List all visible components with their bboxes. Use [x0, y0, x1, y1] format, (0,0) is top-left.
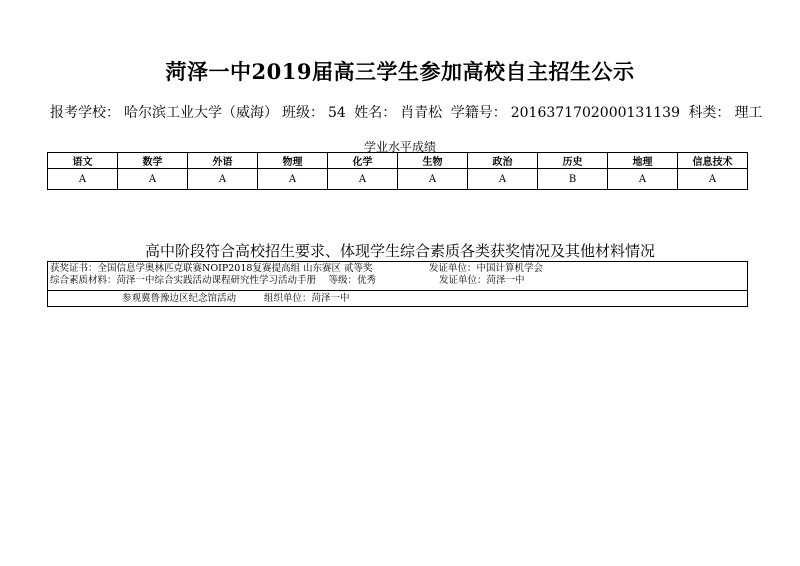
subject-header: 化学 — [328, 153, 398, 169]
page-title: 菏泽一中2019届高三学生参加高校自主招生公示 — [165, 59, 635, 84]
award-line — [50, 263, 372, 275]
subject-header: 语文 — [48, 153, 118, 169]
activity-content: 参观冀鲁豫边区纪念馆活动 — [122, 293, 237, 304]
grade-cell: B — [538, 169, 608, 190]
award-issuer: 发证单位：中国计算机学会 — [429, 263, 544, 274]
grade-cell: A — [468, 169, 538, 190]
name-label: 姓名： — [354, 105, 397, 121]
class-value: 54 — [328, 105, 346, 121]
grade-cell: A — [608, 169, 678, 190]
class-label: 班级： — [282, 105, 324, 121]
name-value: 肖青松 — [400, 105, 443, 121]
materials-heading: 高中阶段符合高校招生要求、体现学生综合素质各类获奖情况及其他材料情况 — [144, 242, 655, 260]
student-info — [50, 102, 763, 122]
grade-cell: A — [678, 169, 748, 190]
grade-cell: A — [48, 169, 118, 190]
award-label: 获奖证书： — [50, 263, 98, 274]
subject-header: 政治 — [468, 153, 538, 169]
subject-header: 信息技术 — [678, 153, 748, 169]
subject-header: 地理 — [608, 153, 678, 169]
quality-line — [50, 275, 376, 287]
school-label: 报考学校： — [50, 105, 120, 121]
subject-header: 生物 — [398, 153, 468, 169]
student-id-label: 学籍号： — [450, 105, 507, 121]
grades-table — [47, 152, 748, 190]
school-value: 哈尔滨工业大学（威海） — [124, 105, 278, 121]
grade-cell: A — [328, 169, 398, 190]
quality-label: 综合素质材料： — [50, 275, 117, 286]
box-divider — [48, 290, 747, 291]
grade-cell: A — [118, 169, 188, 190]
student-id-value: 2016371702000131139 — [510, 105, 680, 121]
subject-header: 历史 — [538, 153, 608, 169]
award-content: 全国信息学奥林匹克联赛NOIP2018复赛提高组 山东赛区 贰等奖 — [97, 263, 373, 274]
subject-type-label: 科类： — [688, 105, 731, 121]
grade-cell: A — [188, 169, 258, 190]
quality-issuer: 发证单位：菏泽一中 — [439, 275, 525, 286]
materials-box — [47, 261, 748, 307]
subject-header: 物理 — [258, 153, 328, 169]
grades-heading: 学业水平成绩 — [363, 140, 436, 154]
grade-cell: A — [258, 169, 328, 190]
quality-content: 菏泽一中综合实践活动课程研究性学习活动手册 等级：优秀 — [116, 275, 377, 286]
grade-cell: A — [398, 169, 468, 190]
subject-header: 外语 — [188, 153, 258, 169]
subject-header: 数学 — [118, 153, 188, 169]
grades-header-row — [48, 153, 748, 169]
subject-type-value: 理工 — [734, 105, 763, 121]
activity-issuer: 组织单位：菏泽一中 — [264, 293, 350, 304]
grades-value-row — [48, 169, 748, 190]
